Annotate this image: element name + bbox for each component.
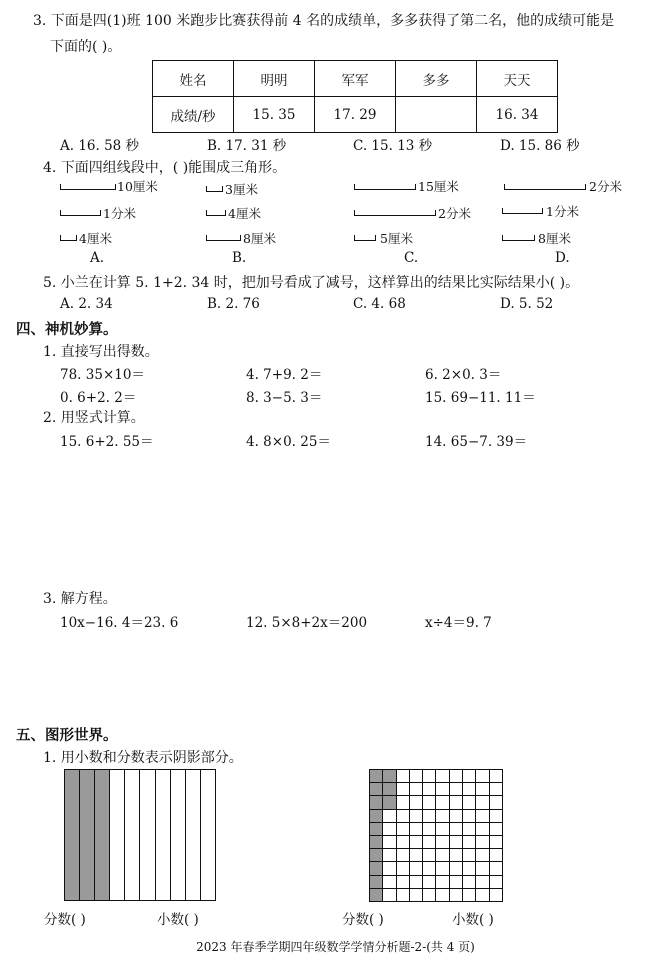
grid-cell: [463, 876, 476, 889]
grid-cell: [410, 770, 423, 783]
grid-cell: [490, 810, 503, 823]
q5-option-b: B. 2. 76: [207, 296, 260, 312]
grid-cell: [383, 862, 396, 875]
shaded-cell: [370, 836, 383, 849]
grid-cell: [436, 810, 449, 823]
grid-cell: [463, 796, 476, 809]
segment-line: [502, 235, 535, 241]
grid-cell: [450, 783, 463, 796]
grid-cell: [476, 876, 489, 889]
shaded-cell: [370, 876, 383, 889]
grid-cell: [397, 889, 410, 902]
segment-line: [60, 210, 101, 216]
vertical-calc-item: 15. 6+2. 55＝: [60, 434, 154, 450]
grid-cell: [450, 849, 463, 862]
grid-cell: [476, 836, 489, 849]
group-letter-d: D.: [555, 250, 570, 266]
shaded-cell: [383, 770, 396, 783]
grid-cell: [423, 796, 436, 809]
table-cell: 明明: [234, 61, 315, 97]
strip: [110, 770, 125, 900]
group-letter-b: B.: [232, 250, 247, 266]
grid-cell: [450, 823, 463, 836]
segment-line: [60, 235, 77, 241]
grid-cell: [490, 889, 503, 902]
grid-cell: [450, 836, 463, 849]
grid-cell: [476, 810, 489, 823]
grid-cell: [397, 836, 410, 849]
grid-cell: [463, 836, 476, 849]
segment-label: 8厘米: [538, 231, 571, 246]
shaded-strip: [95, 770, 110, 900]
grid-cell: [436, 783, 449, 796]
q3-stem-line1: 3. 下面是四(1)班 100 米跑步比赛获得前 4 名的成绩单，多多获得了第二名，他的成绩可能是: [33, 13, 615, 29]
grid-cell: [383, 889, 396, 902]
grid-cell: [436, 770, 449, 783]
grid-cell: [450, 810, 463, 823]
score-table: [152, 60, 558, 133]
segment-line: [206, 235, 241, 241]
strip: [171, 770, 186, 900]
grid-cell: [436, 876, 449, 889]
grid-cell: [450, 770, 463, 783]
segment-label: 1分米: [103, 206, 136, 221]
segment-line: [206, 186, 223, 192]
grid-cell: [463, 862, 476, 875]
calc-item: 4. 7+9. 2＝: [246, 367, 323, 383]
section5-title: 五、图形世界。: [16, 727, 118, 744]
strip: [140, 770, 155, 900]
grid-cell: [383, 876, 396, 889]
section4-title: 四、神机妙算。: [16, 321, 118, 338]
grid-cell: [397, 796, 410, 809]
grid-cell: [423, 849, 436, 862]
segment-line: [502, 208, 543, 214]
segment-label: 4厘米: [79, 231, 112, 246]
grid-cell: [423, 783, 436, 796]
segment-line: [354, 210, 436, 216]
table-cell: 17. 29: [315, 97, 396, 133]
grid-cell: [383, 849, 396, 862]
score-table-header-row: [153, 61, 558, 97]
grid-cell: [397, 770, 410, 783]
table-cell: 多多: [396, 61, 477, 97]
shaded-cell: [370, 770, 383, 783]
calc-item: 78. 35×10＝: [60, 367, 145, 383]
shaded-cell: [370, 796, 383, 809]
grid-cell: [397, 783, 410, 796]
grid-cell: [463, 849, 476, 862]
equation-item: x÷4＝9. 7: [425, 615, 492, 631]
shaded-cell: [370, 810, 383, 823]
grid-cell: [476, 823, 489, 836]
shaded-cell: [370, 783, 383, 796]
group-letter-c: C.: [404, 250, 419, 266]
shaded-cell: [370, 823, 383, 836]
segment-label: 2分米: [438, 206, 471, 221]
grid-cell: [490, 823, 503, 836]
right-fraction-blank: 分数( ): [342, 912, 384, 928]
grid-cell: [423, 810, 436, 823]
strip: [186, 770, 201, 900]
table-cell: 成绩/秒: [153, 97, 234, 133]
segment-label: 15厘米: [418, 179, 459, 194]
grid-cell: [410, 783, 423, 796]
segment-line: [354, 184, 416, 190]
grid-cell: [450, 862, 463, 875]
score-table-data-row: [153, 97, 558, 133]
grid-cell: [436, 889, 449, 902]
right-decimal-blank: 小数( ): [452, 912, 494, 928]
shaded-cell: [383, 783, 396, 796]
grid-cell: [383, 836, 396, 849]
shaded-cell: [383, 796, 396, 809]
table-cell: 15. 35: [234, 97, 315, 133]
grid-cell: [490, 849, 503, 862]
table-cell-blank: [396, 97, 477, 133]
section5-part1-title: 1. 用小数和分数表示阴影部分。: [43, 750, 243, 766]
shaded-cell: [370, 849, 383, 862]
segment-label: 3厘米: [225, 182, 258, 197]
left-decimal-blank: 小数( ): [157, 912, 199, 928]
grid-cell: [397, 876, 410, 889]
grid-cell: [436, 862, 449, 875]
q5-option-c: C. 4. 68: [353, 296, 406, 312]
q3-option-a: A. 16. 58 秒: [60, 138, 140, 154]
grid-cell: [476, 783, 489, 796]
grid-cell: [436, 823, 449, 836]
grid-cell: [463, 810, 476, 823]
grid-cell: [423, 823, 436, 836]
group-letter-a: A.: [90, 250, 105, 266]
segment-label: 2分米: [589, 179, 622, 194]
q5-stem: 5. 小兰在计算 5. 1+2. 34 时，把加号看成了减号，这样算出的结果比实际结果小( )。: [43, 275, 580, 291]
grid-cell: [410, 823, 423, 836]
vertical-calc-item: 14. 65−7. 39＝: [425, 434, 528, 450]
segment-label: 10厘米: [117, 179, 158, 194]
grid-cell: [410, 836, 423, 849]
shaded-strip-figure: [64, 769, 216, 901]
segment-label: 5厘米: [380, 231, 413, 246]
grid-cell: [410, 862, 423, 875]
q3-option-b: B. 17. 31 秒: [207, 138, 287, 154]
grid-cell: [476, 889, 489, 902]
grid-cell: [490, 876, 503, 889]
segment-line: [206, 210, 226, 216]
calc-item: 8. 3−5. 3＝: [246, 390, 323, 406]
grid-cell: [423, 862, 436, 875]
grid-cell: [490, 783, 503, 796]
grid-cell: [397, 849, 410, 862]
q3-stem-line2: 下面的( )。: [50, 39, 122, 55]
shaded-cell: [370, 889, 383, 902]
page-footer: 2023 年春季学期四年级数学学情分析题-2-(共 4 页): [196, 940, 475, 954]
grid-cell: [383, 823, 396, 836]
grid-cell: [410, 796, 423, 809]
grid-cell: [476, 862, 489, 875]
section4-part1-title: 1. 直接写出得数。: [43, 344, 159, 360]
grid-cell: [397, 862, 410, 875]
grid-cell: [450, 889, 463, 902]
table-cell: 天天: [477, 61, 558, 97]
grid-cell: [490, 836, 503, 849]
grid-cell: [490, 862, 503, 875]
grid-cell: [476, 770, 489, 783]
section4-part3-title: 3. 解方程。: [43, 591, 117, 607]
shaded-strip: [65, 770, 80, 900]
strip: [201, 770, 215, 900]
grid-cell: [490, 770, 503, 783]
grid-cell: [476, 796, 489, 809]
grid-cell: [397, 823, 410, 836]
grid-cell: [476, 849, 489, 862]
grid-cell: [436, 836, 449, 849]
grid-cell: [423, 836, 436, 849]
left-fraction-blank: 分数( ): [44, 912, 86, 928]
section4-part2-title: 2. 用竖式计算。: [43, 410, 145, 426]
q5-option-d: D. 5. 52: [500, 296, 554, 312]
shaded-cell: [370, 862, 383, 875]
grid-cell: [423, 889, 436, 902]
strip: [156, 770, 171, 900]
segment-label: 8厘米: [243, 231, 276, 246]
strip: [125, 770, 140, 900]
segment-line: [354, 235, 376, 241]
table-cell: 姓名: [153, 61, 234, 97]
table-cell: 16. 34: [477, 97, 558, 133]
grid-cell: [490, 796, 503, 809]
segment-label: 4厘米: [228, 206, 261, 221]
grid-cell: [436, 796, 449, 809]
grid-cell: [423, 770, 436, 783]
grid-cell: [463, 770, 476, 783]
grid-cell: [463, 783, 476, 796]
grid-cell: [423, 876, 436, 889]
q5-option-a: A. 2. 34: [60, 296, 113, 312]
grid-cell: [450, 876, 463, 889]
equation-item: 12. 5×8+2x＝200: [246, 615, 368, 631]
vertical-calc-item: 4. 8×0. 25＝: [246, 434, 331, 450]
calc-item: 6. 2×0. 3＝: [425, 367, 502, 383]
q3-option-c: C. 15. 13 秒: [353, 138, 433, 154]
grid-cell: [450, 796, 463, 809]
grid-cell: [397, 810, 410, 823]
grid-cell: [436, 849, 449, 862]
grid-cell: [410, 849, 423, 862]
shaded-strip: [80, 770, 95, 900]
grid-cell: [410, 810, 423, 823]
grid-cell: [463, 823, 476, 836]
calc-item: 0. 6+2. 2＝: [60, 390, 137, 406]
table-cell: 军军: [315, 61, 396, 97]
grid-cell: [463, 889, 476, 902]
shaded-hundred-grid: [369, 769, 503, 902]
grid-cell: [383, 810, 396, 823]
q4-stem: 4. 下面四组线段中，( )能围成三角形。: [43, 160, 287, 176]
equation-item: 10x−16. 4＝23. 6: [60, 615, 179, 631]
grid-cell: [410, 889, 423, 902]
segment-line: [504, 184, 586, 190]
segment-label: 1分米: [546, 204, 579, 219]
segment-line: [60, 184, 116, 190]
grid-cell: [410, 876, 423, 889]
q3-option-d: D. 15. 86 秒: [500, 138, 580, 154]
calc-item: 15. 69−11. 11＝: [425, 390, 536, 406]
